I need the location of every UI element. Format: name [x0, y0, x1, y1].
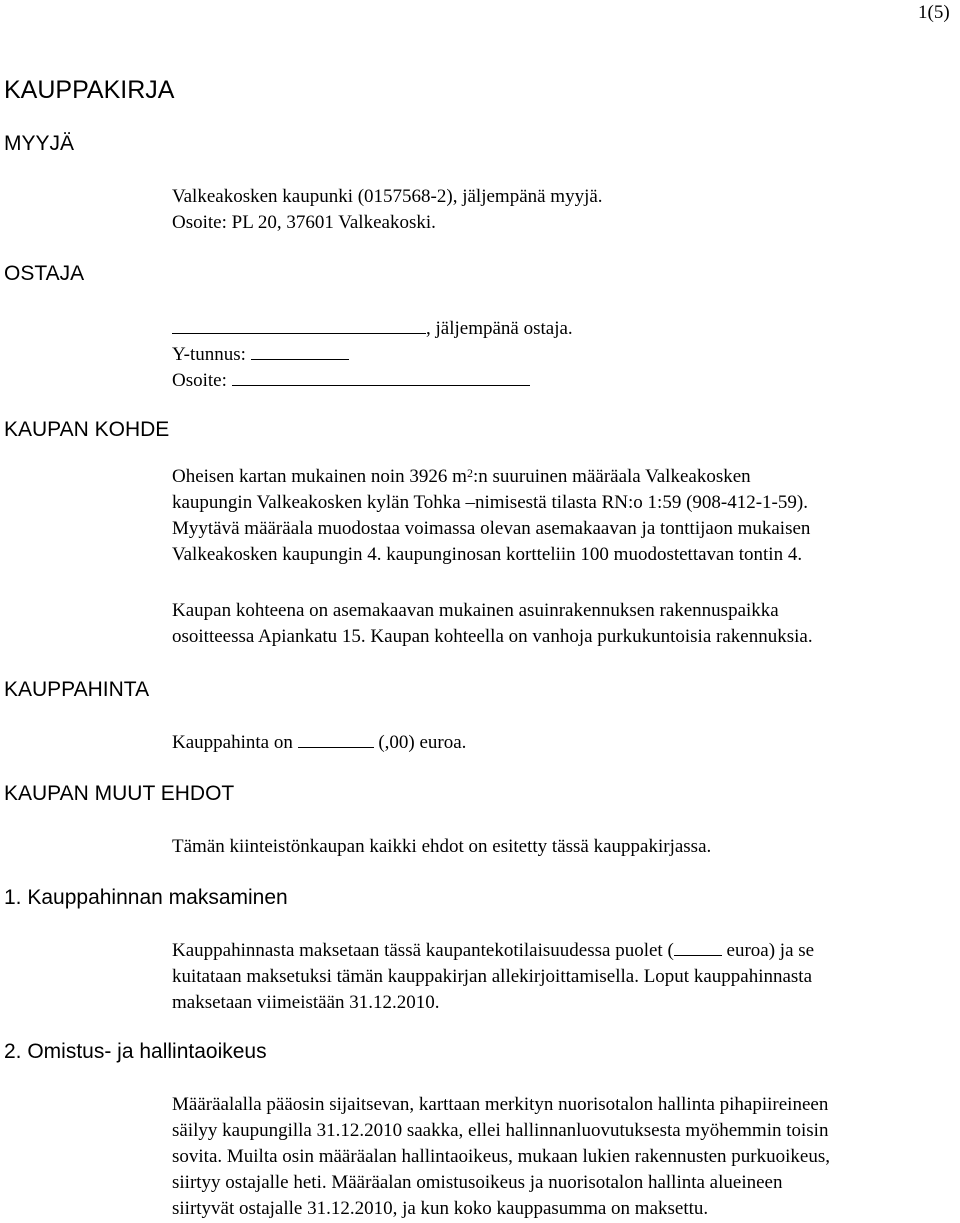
buyer-name-suffix: , jäljempänä ostaja.: [426, 318, 573, 339]
ownership-line-5: siirtyvät ostajalle 31.12.2010, ja kun koko kauppasumma on maksettu.: [172, 1198, 709, 1219]
payment-blank: [674, 939, 722, 956]
object-p2-line-2: osoitteessa Apiankatu 15. Kaupan kohteella on vanhoja purkukuntoisia rakennuksia.: [172, 626, 813, 647]
business-id-blank: [251, 343, 349, 360]
price-prefix: Kauppahinta on: [172, 732, 293, 753]
page-number: 1(5): [918, 2, 950, 23]
object-line-3: Myytävä määräala muodostaa voimassa olevan asemakaavan ja tonttijaon mukaisen: [172, 518, 811, 539]
heading-other-terms: KAUPAN MUUT EHDOT: [4, 782, 235, 805]
heading-section-2: 2. Omistus- ja hallintaoikeus: [4, 1040, 267, 1063]
price-blank: [298, 731, 374, 748]
address-label: Osoite:: [172, 370, 227, 391]
heading-seller: MYYJÄ: [4, 132, 75, 155]
object-paragraph-2: [172, 598, 952, 650]
ownership-line-1: Määräalalla pääosin sijaitsevan, karttaan merkityn nuorisotalon hallinta pihapiireineen: [172, 1094, 829, 1115]
price-line: [172, 730, 952, 756]
heading-section-1: 1. Kauppahinnan maksaminen: [4, 886, 288, 909]
ownership-line-2: säilyy kaupungilla 31.12.2010 saakka, ellei hallinnanluovutuksesta myöhemmin toisin: [172, 1120, 829, 1141]
ownership-line-3: sovita. Muilta osin määräalan hallintaoikeus, mukaan lukien rakennusten purkuoikeus,: [172, 1146, 830, 1167]
buyer-name-blank: [172, 317, 426, 334]
buyer-address-line: [172, 368, 952, 394]
payment-line-1: Kauppahinnasta maksetaan tässä kaupantekotilaisuudessa puolet ( euroa) ja se: [172, 940, 815, 961]
seller-details: [172, 184, 952, 236]
payment-line-3: maksetaan viimeistään 31.12.2010.: [172, 992, 440, 1013]
object-line-4: Valkeakosken kaupungin 4. kaupunginosan kortteliin 100 muodostettavan tontin 4.: [172, 544, 803, 565]
other-terms-text: Tämän kiinteistönkaupan kaikki ehdot on esitetty tässä kauppakirjassa.: [172, 836, 712, 857]
payment-paragraph: [172, 938, 952, 1016]
object-p2-line-1: Kaupan kohteena on asemakaavan mukainen asuinrakennuksen rakennuspaikka: [172, 600, 779, 621]
heading-buyer: OSTAJA: [4, 262, 85, 285]
price-suffix: (,00) euroa.: [378, 732, 467, 753]
ownership-paragraph: [172, 1092, 952, 1222]
buyer-name-line: [172, 316, 952, 342]
buyer-business-id-line: [172, 342, 952, 368]
address-blank: [232, 369, 530, 386]
heading-object: KAUPAN KOHDE: [4, 418, 170, 441]
object-line-1: Oheisen kartan mukainen noin 3926 $m^2:n$ suuruinen määräala Valkeakosken: [172, 466, 751, 487]
buyer-details: [172, 316, 952, 394]
seller-line-1: Valkeakosken kaupunki (0157568-2), jäljempänä myyjä.: [172, 186, 603, 207]
business-id-label: Y-tunnus:: [172, 344, 246, 365]
payment-line-2: kuitataan maksetuksi tämän kauppakirjan allekirjoittamisella. Loput kauppahinnasta: [172, 966, 813, 987]
seller-line-2: Osoite: PL 20, 37601 Valkeakoski.: [172, 212, 436, 233]
object-line-2: kaupungin Valkeakosken kylän Tohka –nimisestä tilasta RN:o 1:59 (908-412-1-59).: [172, 492, 808, 513]
heading-price: KAUPPAHINTA: [4, 678, 150, 701]
object-paragraph-1: [172, 464, 952, 568]
document-title: KAUPPAKIRJA: [4, 76, 175, 104]
ownership-line-4: siirtyy ostajalle heti. Määräalan omistusoikeus ja nuorisotalon hallinta alueineen: [172, 1172, 783, 1193]
